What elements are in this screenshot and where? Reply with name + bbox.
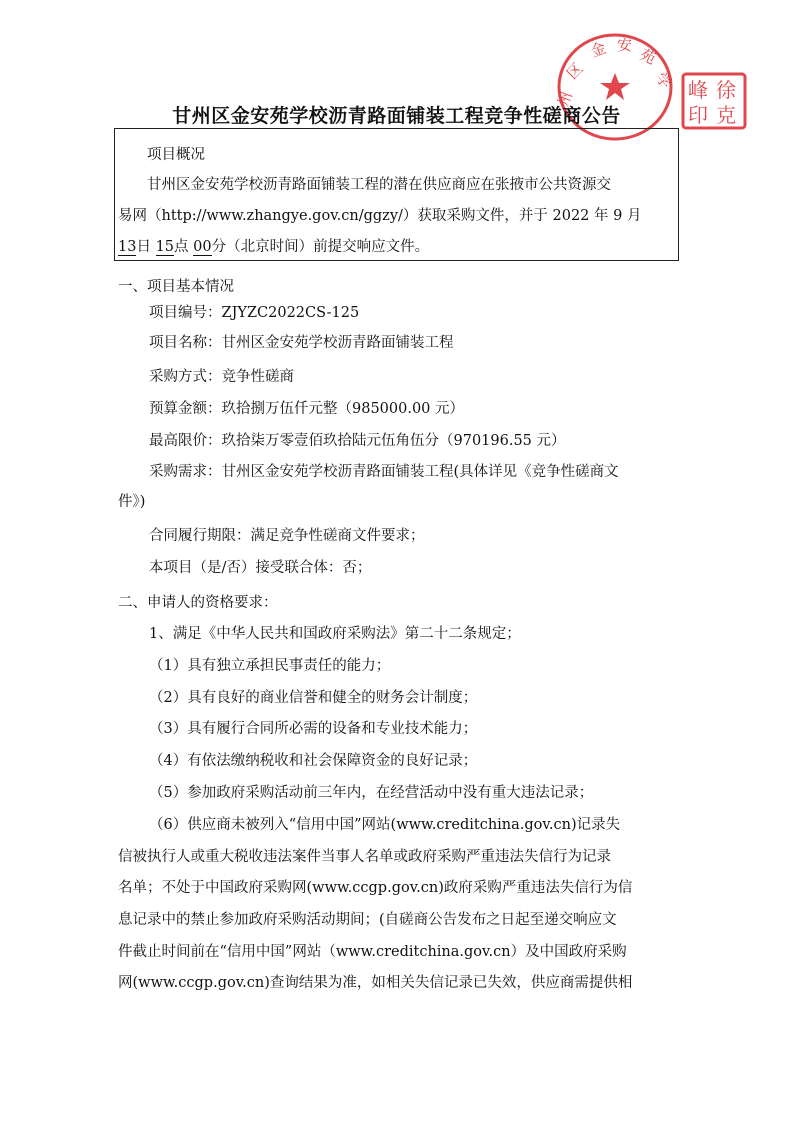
- requirement-sub-item: （4）有依法缴纳税收和社会保障资金的良好记录；: [149, 753, 478, 769]
- requirement-sub-item: （3）具有履行合同所必需的设备和专业技术能力；: [149, 721, 478, 737]
- requirement-item: 1、满足《中华人民共和国政府采购法》第二十二条规定；: [149, 626, 521, 642]
- procurement-method: 采购方式：竞争性磋商: [149, 369, 294, 385]
- deadline-day: 13: [118, 239, 137, 255]
- max-price: 最高限价：玖拾柒万零壹佰玖拾陆元伍角伍分（970196.55 元）: [149, 433, 566, 449]
- svg-text:金: 金: [588, 38, 609, 61]
- requirement-text: 息记录中的禁止参加政府采购活动期间；(自磋商公告发布之日起至递交响应文: [118, 912, 617, 928]
- section-heading: 一、项目基本情况: [118, 279, 234, 295]
- svg-text:徐: 徐: [716, 78, 736, 102]
- svg-text:苑: 苑: [637, 45, 659, 68]
- document-title: 甘州区金安苑学校沥青路面铺装工程竞争性磋商公告: [172, 105, 621, 127]
- svg-text:印: 印: [688, 103, 708, 127]
- overview-line: 易网（http://www.zhangye.gov.cn/ggzy/）获取采购文件，并于 2022 年 9 月: [118, 208, 642, 224]
- svg-text:学: 学: [651, 69, 676, 93]
- requirement-text: 信被执行人或重大税收违法案件当事人名单或政府采购严重违法失信行为记录: [118, 849, 611, 865]
- section-heading: 二、申请人的资格要求：: [118, 595, 278, 611]
- overview-deadline: 13日 15点 00分（北京时间）前提交响应文件。: [118, 239, 430, 255]
- deadline-hour: 15: [155, 239, 175, 255]
- project-number: 项目编号：ZJYZC2022CS-125: [149, 305, 360, 321]
- project-name: 项目名称：甘州区金安苑学校沥青路面铺装工程: [149, 335, 454, 351]
- procurement-demand: 采购需求：甘州区金安苑学校沥青路面铺装工程(具体详见《竞争性磋商文: [149, 464, 619, 480]
- requirement-sub-item: （2）具有良好的商业信誉和健全的财务会计制度；: [149, 690, 478, 706]
- consortium-acceptance: 本项目（是/否）接受联合体：否；: [149, 560, 372, 576]
- overview-line: 甘州区金安苑学校沥青路面铺装工程的潜在供应商应在张掖市公共资源交: [147, 177, 611, 193]
- svg-text:峰: 峰: [688, 78, 708, 102]
- budget-amount: 预算金额：玖拾捌万伍仟元整（985000.00 元）: [149, 401, 465, 417]
- svg-text:安: 安: [617, 36, 633, 54]
- requirement-text: 件截止时间前在“信用中国”网站（www.creditchina.gov.cn）及中国政府采购: [118, 944, 627, 960]
- requirement-text: 网(www.ccgp.gov.cn)查询结果为准，如相关失信记录已失效，供应商需提供相: [118, 975, 633, 991]
- svg-text:克: 克: [716, 103, 736, 127]
- requirement-sub-item: （6）供应商未被列入“信用中国”网站(www.creditchina.gov.cn)记录失: [149, 817, 621, 833]
- requirement-text: 名单；不处于中国政府采购网(www.ccgp.gov.cn)政府采购严重违法失信行为信: [118, 880, 633, 896]
- requirement-sub-item: （5）参加政府采购活动前三年内，在经营活动中没有重大违法记录；: [149, 785, 594, 801]
- procurement-demand-cont: 件》): [118, 494, 146, 510]
- requirement-sub-item: （1）具有独立承担民事责任的能力；: [149, 658, 391, 674]
- deadline-minute: 00: [193, 239, 212, 255]
- svg-text:州: 州: [553, 89, 576, 110]
- overview-heading: 项目概况: [147, 147, 205, 163]
- contract-period: 合同履行期限：满足竞争性磋商文件要求；: [149, 528, 425, 544]
- svg-text:区: 区: [563, 59, 587, 83]
